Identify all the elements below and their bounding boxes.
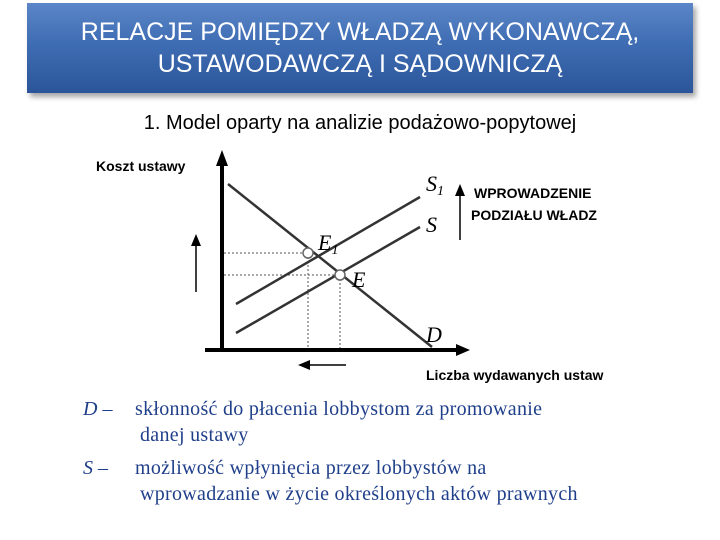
legend-d bbox=[83, 396, 542, 448]
equilibrium-point-e1 bbox=[303, 248, 313, 258]
y-axis-label: Koszt ustawy bbox=[96, 158, 186, 174]
y-axis-arrowhead bbox=[216, 150, 228, 166]
equilibrium-point-e bbox=[335, 270, 345, 280]
legend-s-symbol: S – bbox=[83, 457, 108, 479]
price-up-arrow-icon bbox=[191, 234, 201, 246]
legend-d-symbol: D – bbox=[83, 398, 113, 420]
curve-label-d: D bbox=[426, 322, 442, 347]
x-axis-label: Liczba wydawanych ustaw bbox=[426, 367, 604, 383]
legend-s-text-1: możliwość wpłynięcia przez lobbystów na bbox=[135, 457, 487, 479]
legend-s bbox=[83, 455, 578, 507]
quantity-left-arrow-icon bbox=[298, 360, 310, 370]
model-subtitle: 1. Model oparty na analizie podażowo-popytowej bbox=[143, 112, 577, 134]
curve-label-s: S bbox=[426, 212, 437, 237]
curve-label-s1: S1 bbox=[426, 171, 444, 199]
title-line-2: USTAWODAWCZĄ I SĄDOWNICZĄ bbox=[157, 50, 563, 78]
legend-s-text-2: wprowadzanie w życie określonych aktów prawnych bbox=[140, 483, 578, 505]
x-axis-arrowhead bbox=[456, 344, 470, 356]
legend-d-text-2: danej ustawy bbox=[140, 424, 249, 446]
point-label-e1: E1 bbox=[318, 230, 339, 258]
point-label-e: E bbox=[352, 267, 366, 292]
supply-shift-arrow-icon bbox=[455, 184, 465, 196]
title-line-1: RELACJE POMIĘDZY WŁADZĄ WYKONAWCZĄ, bbox=[80, 18, 640, 46]
annotation-line-2: PODZIAŁU WŁADZ bbox=[471, 207, 597, 223]
legend-d-text-1: skłonność do płacenia lobbystom za promowanie bbox=[135, 398, 543, 420]
annotation-line-1: WPROWADZENIE bbox=[474, 185, 592, 201]
